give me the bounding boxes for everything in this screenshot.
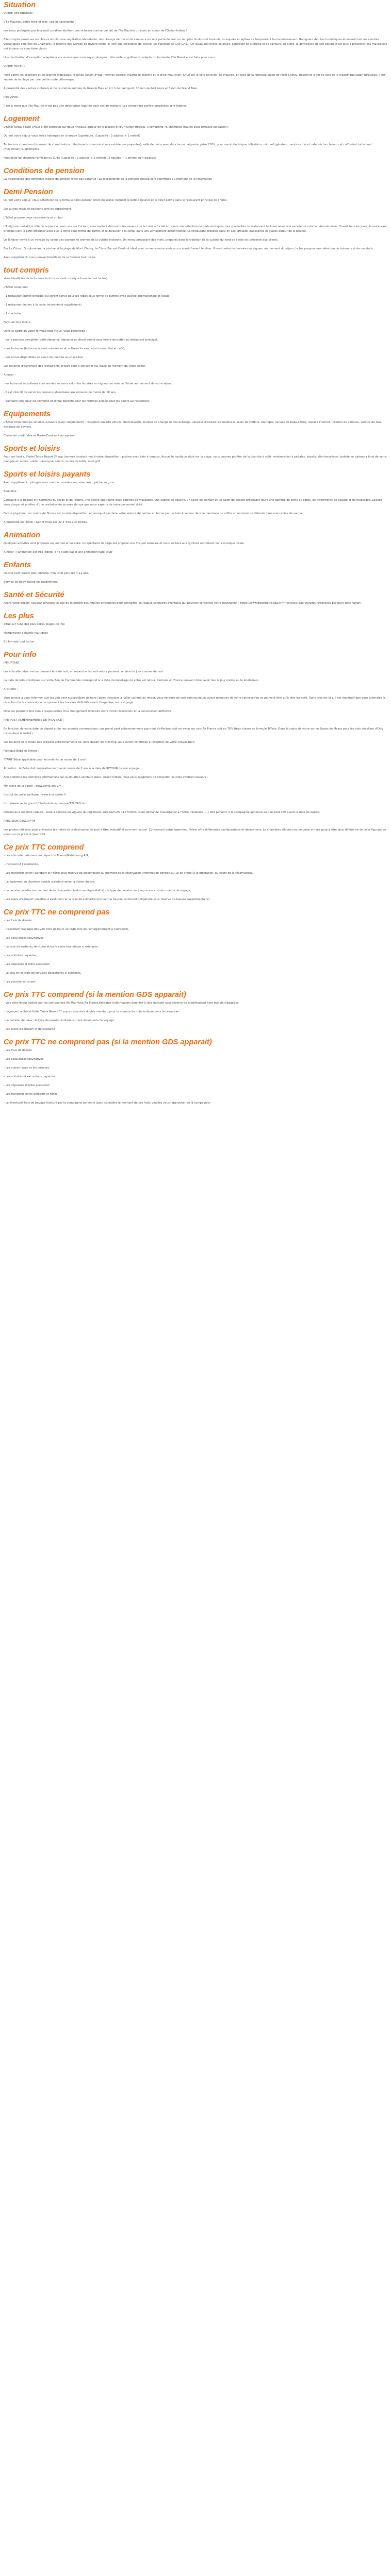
section-paragraph: - L'accueil et l'assistance, xyxy=(4,863,39,866)
section-paragraph: L'hôtel comprend les services suivants (avec supplément) : réception ouverte 24h/24, blanchisserie, bureau de change et des échange, services d'assistance médicale, salon de coiffure, boutique, service de baby-sitting, espace internet, location de voitures, service de taxi, échange de devises. xyxy=(4,421,382,429)
section-paragraph: Situé sur l'une des plus belles plages de l'île xyxy=(4,623,65,626)
section-paragraph: Politique Bébé et Enfant : xyxy=(4,750,39,753)
section-paragraph: Dans le cadre de votre formule tout inclus, vous bénéficiez : xyxy=(4,330,87,333)
section-title: Ce prix TTC ne comprend pas (si la mention GDS apparait) xyxy=(4,1038,212,1046)
section-paragraph: Piscine avec bassin pour enfants, mini-club pour les 4-11 ans. xyxy=(4,572,89,575)
section-paragraph: Quelques activités sont proposés en journée et karaoké. Un spectacle de séga est proposé une fois par semaine et vous invitera aux rythmes entraînant de la musique locale. xyxy=(4,542,245,545)
section-paragraph: En formule tout inclus xyxy=(4,640,34,643)
section-paragraph: *TARIF Bébé applicable pour les enfants de moins de 2 ans* xyxy=(4,758,87,761)
section-title: Ce prix TTC comprend xyxy=(4,843,84,852)
section xyxy=(4,991,387,1032)
section-paragraph: Les horaires et le mode des pré/post acheminements de votre départ de province vous seront confirmés à réception de votre convocation. xyxy=(4,741,196,744)
section-title: Les plus xyxy=(4,612,34,620)
section-paragraph: Les vols aller et/ou retour peuvent être de nuit; en revanche les vols retour peuvent se faire de jour comme de nuit. xyxy=(4,670,164,673)
section xyxy=(4,266,387,404)
section-paragraph: VOTRE HOTEL : xyxy=(4,65,25,68)
section xyxy=(4,612,387,645)
section-paragraph: VOTRE DESTINATION : xyxy=(4,12,35,15)
section-paragraph: A proximité de l'hôtel : Golf 9 trous par 32 à Trou aux Biches. xyxy=(4,521,88,524)
section-paragraph: Institut de veille sanitaire : www.invs.sante.fr xyxy=(4,793,66,796)
section-paragraph: - des boissons (boissons non-alcoolisées et alcoolisées locales, vins locaux, thé et café), xyxy=(4,347,125,350)
section-paragraph: Le Tandoor invite à un voyage au coeur des saveurs et arômes de la cuisine indienne. Un menu proposant des mets, préparés dans la tradition de la cuisine du nord de l'Inde est présenté aux clients. xyxy=(4,239,279,242)
section-title: Equipements xyxy=(4,410,51,418)
section-paragraph: Avec supplément : plongée sous marine, croisière en catamaran, pêche au gros. xyxy=(4,481,115,484)
section-paragraph: A NOTER : xyxy=(4,688,18,691)
section-paragraph: Avant votre départ, veuillez consulter le site du ministère des Affaires étrangères pour connaître les risques sanitaires éventuels qui peuvent concerner votre destination : https://www.diplomatie.gouv.fr/fr/conseils-aux-voyageurs/conseils-par-pays-destination/ xyxy=(4,602,362,605)
section-paragraph: - des encas disponibles en cours de journée au snack-bar. xyxy=(4,356,84,359)
section-paragraph: Les eaux protégées par leur récif corallien abritent une richesse marine qui fait de l'île Maurice un écrin au coeur de l'Océan Indien ! xyxy=(4,29,187,32)
section-paragraph: IMPORTANT : xyxy=(4,662,22,665)
section-paragraph: Ministère de la Santé : www.sante.gouv.fr xyxy=(4,785,61,788)
section xyxy=(4,843,387,902)
section-paragraph: - Le éventuels frais de bagage (facturé par la compagnie aérienne (pour connaître le montant de ces frais, veuillez vous rapprocher de la compagnie) xyxy=(4,1101,211,1105)
section-paragraph: - Logement à l'hôtel Hôtel Tarisa Resort 3* sup en chambre double standard pour le nombre de nuits indiqué dans le calendrier xyxy=(4,1010,180,1013)
section-paragraph: Une destination d'exception adaptée à vos envies que vous soyez plongeur, kite surfeur, golfeur ou adepte du farniente, l'île Maurice est faite pour vous. xyxy=(4,56,216,59)
section-paragraph: - Les frais de dossier xyxy=(4,1049,32,1052)
section-paragraph: À proximité des centres culturels et de la station animée de Grande Baie et à 1 h de l'aéroport, 30 min de Port Louis et 5 min de Grand Baie. xyxy=(4,87,198,90)
section-paragraph: Les autres repas et boissons sont en supplément. xyxy=(4,208,72,211)
section-paragraph: - Les dépenses d'ordre personnel xyxy=(4,1084,50,1087)
section-paragraph: Vous tenons à vous informer que les vols sont susceptibles de faire l'objet d'escales à l'aller comme au retour. Vous horaires de vols communiqués avant réception de votre convocation ne peuvent être qu'à titre indicatif. Dans tous les cas, il est impératif que vous attendiez la réception de la convocation comprenant les horaires définitifs avant d'organiser votre voyage. xyxy=(4,697,385,704)
section-paragraph: http://www.sante.gouv.fr/htm/pointsur/zoonose/12t_FAQ.htm xyxy=(4,802,88,805)
section-paragraph: Attention : le Bébé doit impérativement avoir moins de 2 ans à la date de RETOUR de son voyage. xyxy=(4,767,140,770)
section-paragraph: - 1 snack-bar xyxy=(4,312,22,315)
section xyxy=(4,167,387,182)
section-title: Sports et loisirs xyxy=(4,445,60,453)
section-paragraph: Durant votre séjour vous serez hébergés en chambre Supérieure. (Capacité : 2 adultes + 1 enfant) xyxy=(4,134,140,138)
section-paragraph: Consacré à la beauté et l'harmonie du corps et de l'esprit, The Sirene Spa réunit deux cabines de massages, une cabine de douche, un salon de coiffure et un salon de beauté proposant toute une gamme de soins du corps, de traitements de beauté et de massages. Laissez-vous choyer et profitez d'une revitalisante journée de spa que nous experts de votre personnel doté. xyxy=(4,499,383,506)
section-paragraph: En fonction de votre date de départ et de nos accords commerciaux, vos pré et post acheminements pourront s'effectuer soit en avion sur vols Air France soit en TGV (train classe en formule TGVair. Dans le cadre de votre sur les lignes de Massy pour les vols décollant d'Orly inclus dans le forfait). xyxy=(4,727,383,735)
section-title: Situation xyxy=(4,1,36,9)
section-paragraph: Possibilité de chambre Familiale ou Suite (Capacité : 2 adultes + 2 enfants, 3 adultes + 1 enfant ou 4 adultes). xyxy=(4,157,157,160)
section xyxy=(4,561,387,585)
section-paragraph: Formule tout inclus : xyxy=(4,321,32,324)
section-title: Santé et Sécurité xyxy=(4,591,64,599)
section-paragraph: Avec supplément, vous pouvez bénéficier de la formule tout inclus. xyxy=(4,256,97,259)
section-paragraph: - Les activités payantes, xyxy=(4,954,37,957)
section xyxy=(4,1,387,109)
section-paragraph: Info vérité : xyxy=(4,96,20,99)
section-paragraph: L'hôtel Tarisa Beach 3*sup a été construit sur deux niveaux, autour de la piscine et d'un jardin tropical. Il comprend 75 chambres (toutes avec terrasse ou balcon). xyxy=(4,126,229,129)
section-paragraph: Pour vos loisirs, l'hôtel Tarisa Resort 3* sup (normes locales) met à votre disposition : piscine avec bain à remous. Accueille nautique situé sur la plage, vous pourrez profiter de la planche à voile, embarcation à pédales, kayaks, décriveur-laser, balade en bateau à fond de verre, plongée en apnée, voilier, pétanque, tennis, tennis de table, mini golf. xyxy=(4,455,387,463)
section-paragraph: Cartes de crédit Visa et MasterCard sont acceptées. xyxy=(4,434,75,437)
section-paragraph: - Les pourboires usuels. xyxy=(4,980,37,984)
section-paragraph: - Les dépenses d'ordre personnel, xyxy=(4,963,51,966)
section xyxy=(4,908,387,985)
section-title: Demi Pension xyxy=(4,188,53,196)
section-title: Animation xyxy=(4,531,40,539)
section-paragraph: Les photos utilisées pour présenter les hôtels et la destination le sont à titre indicatif et non-contractuel. Concernant votre logement, l'hôtel offre différentes configurations et décorations. Le chambres allouée lors de votre arrivée pourra être ainsi différente de celle figurant en photo sur le présent descriptif. xyxy=(4,828,386,836)
section-paragraph: Personnes à mobilité réduite : suite à l'entrée en vigueur du règlement européen EU 1107/2006, toute demande d'assistance à l'hôtel, résidente, ...) doit parvenir à la compagnie aérienne au plus tard 48h avant la date de départ. xyxy=(4,811,321,814)
section-title: Ce prix TTC comprend (si la mention GDS apparait) xyxy=(4,991,186,999)
page-content xyxy=(0,0,391,1106)
section xyxy=(4,591,387,606)
section-paragraph: Bien-être : xyxy=(4,490,19,493)
section-paragraph: - Les activités et excursions payantes xyxy=(4,1075,56,1078)
section-paragraph: L'hôtel propose deux restaurants et un bar : xyxy=(4,216,65,219)
section xyxy=(4,531,387,555)
section-paragraph: - 1 restaurant buffet principal où seront servis pour les repas sous forme de buffets avec cuisine internationale et locale xyxy=(4,295,170,298)
section-paragraph: La date de retour indiquée sur votre Bon de Commande correspond à la date de décollage de votre vol retour, l'arrivée en France pouvant donc avoir lieu le jour même ou le lendemain. xyxy=(4,679,259,682)
section-paragraph: Afin d'obtenir les dernières informations sur la situation sanitaire dans l'océan Indien, nous vous suggérons de consulter les sites internet suivants : xyxy=(4,776,208,779)
section-paragraph: - La pension de base : le type de pension indiqué sur vos documents de voyage xyxy=(4,1019,114,1022)
section-title: Sports et loisirs payants xyxy=(4,470,91,479)
section-paragraph: - les boissons alcoolisées sont servies au verre selon les horaires en vigueur au sein de l'hôtel au moment de votre séjour, xyxy=(4,382,173,385)
section-paragraph: PRÉCISION DESCRIPTIF xyxy=(4,820,36,823)
section xyxy=(4,1038,387,1106)
section-paragraph: - La pension validée au moment de la réservation (selon sa disponibilité) : le type de pension sera repris sur vos documents de voyage, xyxy=(4,889,191,892)
section-paragraph: Les horaires d'ouverture des restaurants et bars sont à consulter sur place au moment de votre séjour. xyxy=(4,365,146,368)
section-title: Ce prix TTC ne comprend pas xyxy=(4,908,110,917)
section-paragraph: Toutes nos chambres disposent de climatisation, téléphone (communications extérieures payantes), salle de bains avec douche ou baignoire, prise 220V, pour rasoir électrique, télévision, mini réfrigérateur, services thé et café, sèche cheveux et coffre-fort individuel (moyennant supplément). xyxy=(4,143,372,151)
section xyxy=(4,470,387,525)
section-paragraph: - L'excédent bagages des vols hors golfeurs (le règle lors de l'enregistrement à l'aéroport), xyxy=(4,928,129,931)
section-paragraph: Il est à noter que l'île Maurice n'est pas une destination réputée pour ses animations. Les animations parfois proposées sont légères. xyxy=(4,105,188,108)
section-title: Enfants xyxy=(4,561,31,569)
section-paragraph: - Les taxes d'aéroport (sujettes à évolution) et la taxe de solidarité (incluant la hausse carburant obligatoire sous réserve de hausse supplémentaire) xyxy=(4,898,210,901)
section-paragraph: - Les vols internationaux au départ de France/Malmbourg A/R, xyxy=(4,854,89,857)
section-paragraph: Bar Le Citrus : Surplombant la piscine et la plage de Mont Choisy, le Citrus Bar est l'endroit idéal pour un verre entre amis ou un apéritif avant le dîner. Ouvert selon les horaires en vigueur au moment du séjour, le bar propose une sélection de boissons et de cocktails. xyxy=(4,247,374,250)
section-paragraph: Elle compte parmi ses nombreux atouts, une végétation abondante, des champs de thé et de cannes à sucre à perte de vue, ou temples hindous et tamouls, mosquées et églises se fréquentent harmonieusement. Rapiguent de rites touristiques étonnants tels les cendres volcaniques colorées de Chamarel, la réserve des Gorges de Rivière Noire, le Parc aux crocodiles de Vanille, les Pakistan de Gris-Gris... Un joyau aux milles couleurs, contrasté de cultures et de saveurs. En outre, la gentillesse de son peuple n'est plus à présenter, les mauriciens ont à cœur de vous faire plaisir. xyxy=(4,38,387,50)
section-paragraph: Forme physique : un centre de fitness est à votre disposition, et pourquoi pas faire votre séance de remise en forme par un bain à vapeur dans le hammam ou coffre un moment de détente dans une cabine de sauna. xyxy=(4,512,303,515)
section-paragraph: A noter : l'animation est très légère, il ne s'agit pas d'une animation type 'club' xyxy=(4,551,113,554)
section-paragraph: La disponibilité des différents modes de pension n'est pas garantie ; La disponibilité de la pension choisie sera confirmée au moment de la réservation xyxy=(4,178,212,181)
section-paragraph: L'hôtel comprend : xyxy=(4,286,30,289)
section-title: tout compris xyxy=(4,266,49,275)
section-title: Conditions de pension xyxy=(4,167,85,175)
section xyxy=(4,115,387,161)
section-paragraph: - Les frais de dossier xyxy=(4,919,32,922)
section-paragraph: Nombreuses activités nautiques xyxy=(4,632,48,635)
section-paragraph: - de la pension complète (petit-déjeuner, déjeuner et dîner) servie sous forme de buffet au restaurant principal, xyxy=(4,338,158,342)
section-paragraph: Durant votre séjour, vous bénéficiez de la formule demi-pension (hors boissons) incluant le petit-déjeuner et le dîner servis dans le restaurant principal de l'hôtel. xyxy=(4,199,227,202)
section-paragraph: Vous bénéficiez de la formule tout inclus (voir rubrique formule tout inclus). xyxy=(4,277,108,280)
section xyxy=(4,410,387,438)
section-paragraph: - Le visa et les frais de services obligatoires si existants, xyxy=(4,972,82,975)
section-paragraph: - Les assurances facultatives xyxy=(4,1058,44,1061)
section-paragraph: - il est interdit de servir les boissons alcoolisées aux mineurs de moins de 18 ans, xyxy=(4,391,117,394)
section-paragraph: - pantalon long pour les hommes et tenue décente pour les femmes exigée pour les dîners au restaurant. xyxy=(4,400,150,403)
section xyxy=(4,445,387,464)
section-title: Logement xyxy=(4,115,40,123)
section-title: Pour info xyxy=(4,651,37,659)
section-paragraph: PRE-POST ACHEMINEMENTS DE PROVINCE : xyxy=(4,719,64,722)
section-paragraph: - Les transferts entre aéroport et hôtel xyxy=(4,1093,57,1096)
section-paragraph: Posé parmi les cocotiers et les plantes tropicales, le Tarisa Resort 3*sup (normes locales) incarne le charme et le style mauricien. Situé sur la côte nord de l'île Maurice, en face de la fameuse plage de Mont Choisy, desservie 3 km de long et le magnifique lagon turquoise, il est séparé de la plage par une petite route pittoresque. xyxy=(4,74,386,81)
section xyxy=(4,188,387,260)
section-paragraph: Nous ne pourrons être tenus responsables d'un changement d'horaire entre votre réservation et la convocation définitive. xyxy=(4,710,172,713)
section xyxy=(4,651,387,837)
section-paragraph: A noter : xyxy=(4,374,16,377)
section-paragraph: - Le logement en chambre double standard selon la durée choisie, xyxy=(4,880,95,884)
section-paragraph: - Les autres repas et les boissons xyxy=(4,1066,50,1070)
section-paragraph: L'Indigo est installé à côté de la piscine, avec vue sur l'océan, vous invite à découvrir les saveurs de la cuisine locale à travers une sélection de plats exotiques. Les spécialités du restaurant incluent aussi une excellente cuisine internationale. Ouvert tous les jours, le restaurant principal sert le petit-déjeuner ainsi que le dîner sous forme de buffet, et le déjeuner à la carte, dans une atmosphère décontractée. Le restaurant propose aussi en cas, grillade, pâtisseries et glaces autour de la piscine. xyxy=(4,225,387,233)
section-paragraph: L'île Maurice, entre terre et mer, une île fascinante ! xyxy=(4,21,76,24)
section-paragraph: - 1 restaurant indien à la carte (moyennant supplément) xyxy=(4,303,82,307)
section-paragraph: - Les taxes d'aéroport et de solidarité xyxy=(4,1028,56,1031)
section-paragraph: - La taxe de sortie du territoire et/ou la carte touristique si existante, xyxy=(4,945,99,948)
section-paragraph: Service de baby-sitting en supplément. xyxy=(4,581,58,584)
section-paragraph: - Vols aller-retour opérés par les compagnies Air Mauritius,Air France,Emirates (informations données à titre indicatif sous réserve de modification) hors transfert/bagages xyxy=(4,1002,239,1005)
section-paragraph: - Les transferts entre l'aéroport et l'hôtel sous réserve de disponibilité au moment de la réservation (information donnée au 1e de l'hôtel à la prestation, ou cours de la réservation), xyxy=(4,872,253,875)
section-paragraph: - Les assurances facultatives, xyxy=(4,937,44,940)
